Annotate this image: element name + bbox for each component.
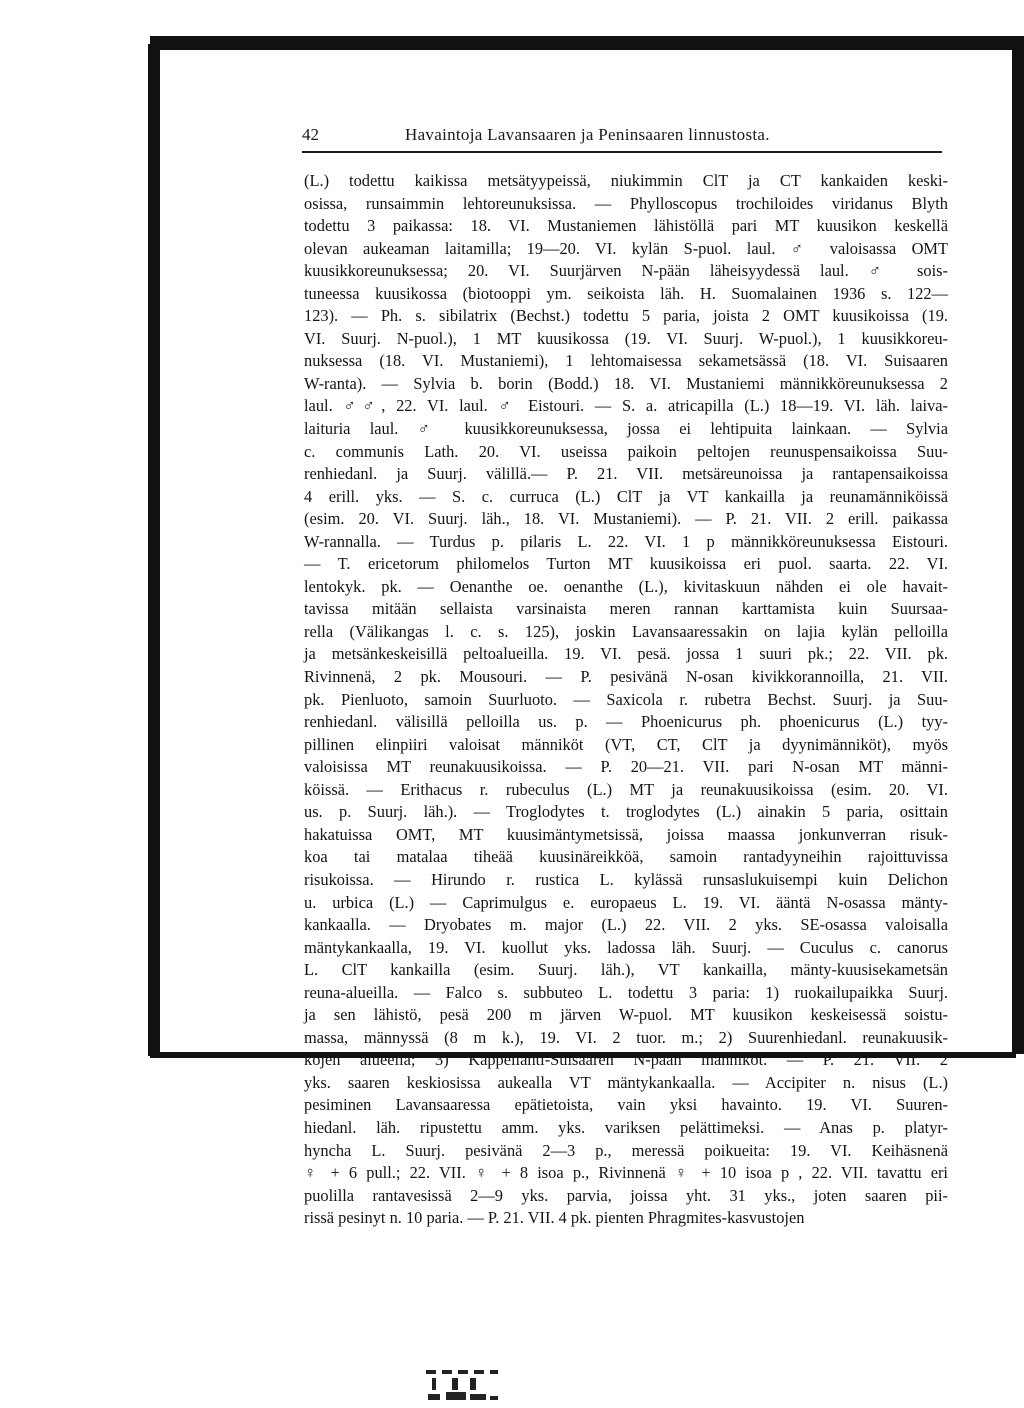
- printer-mark: [420, 1368, 520, 1402]
- body-text: [304, 170, 948, 1230]
- text-line: renhiedanl. välisillä pelloilla us. p. — Phoenicurus ph. phoenicurus (L.) tyy-: [304, 712, 948, 732]
- scan-border-top: [150, 36, 1024, 50]
- text-line: hiedanl. läh. ripustettu amm. yks. variksen pelättimeksi. — Anas p. platyr-: [304, 1117, 948, 1137]
- text-line: massa, männyssä (8 m k.), 19. VI. 2 tuor. m.; 2) Suurenhiedanl. reunakuusik-: [304, 1027, 948, 1047]
- text-line: 4 erill. yks. — S. c. curruca (L.) ClT ja VT kankailla ja reunamänniköissä: [304, 486, 948, 506]
- text-line: u. urbica (L.) — Caprimulgus e. europaeus L. 19. VI. ääntä N-osassa mänty-: [304, 892, 948, 912]
- text-line: pk. Pienluoto, samoin Suurluoto. — Saxicola r. rubetra Bechst. Suurj. ja Suu-: [304, 689, 948, 709]
- text-line: osissa, runsaimmin lehtoreunuksissa. — Phylloscopus trochiloides viridanus Blyth: [304, 193, 948, 213]
- text-line: koa tai matalaa tiheää kuusinäreikköä, samoin rantadyyneihin rajoittuvissa: [304, 847, 948, 867]
- text-line: kojen alueella; 3) Kappellahti-Suisaaren N-pään männiköt. — P. 21. VII. 2: [304, 1050, 948, 1070]
- text-line: reuna-alueilla. — Falco s. subbuteo L. todettu 3 paria: 1) ruokailupaikka Suurj.: [304, 982, 948, 1002]
- header-rule: [302, 151, 942, 153]
- text-line: laul. ♂♂, 22. VI. laul. ♂ Eistouri. — S. a. atricapilla (L.) 18—19. VI. läh. laiva-: [304, 396, 948, 416]
- text-line: ja metsänkeskeisillä peltoalueilla. 19. VI. pesä. jossa 1 suuri pk.; 22. VII. pk.: [304, 644, 948, 664]
- text-line: rissä pesinyt n. 10 paria. — P. 21. VII. 4 pk. pienten Phragmites-kasvustojen: [304, 1208, 805, 1228]
- text-line: lentokyk. pk. — Oenanthe oe. oenanthe (L.), kivitaskuun nähden ei ole havait-: [304, 576, 948, 596]
- scan-border-right: [1012, 44, 1024, 1054]
- text-line: — T. ericetorum philomelos Turton MT kuusikoissa eri puol. saarta. 22. VI.: [304, 554, 948, 574]
- text-line: Rivinnenä, 2 pk. Mousouri. — P. pesivänä N-osan kivikkorannoilla, 21. VII.: [304, 667, 948, 687]
- text-line: L. ClT kankailla (esim. Suurj. läh.), VT kankailla, mänty-kuusisekametsän: [304, 960, 948, 980]
- text-line: (L.) todettu kaikissa metsätyypeissä, niukimmin ClT ja CT kankaiden keski-: [304, 171, 948, 190]
- running-title: Havaintoja Lavansaaren ja Peninsaaren linnustosta.: [405, 125, 770, 144]
- text-line: yks. saaren keskiosissa aukealla VT mäntykankaalla. — Accipiter n. nisus (L.): [304, 1072, 948, 1092]
- text-line: hakatuissa OMT, MT kuusimäntymetsissä, joissa maassa jonkunverran risuk-: [304, 824, 948, 844]
- text-line: kuusikkoreunuksessa; 20. VI. Suurjärven N-pään läheisyydessä laul. ♂ sois-: [304, 261, 948, 281]
- text-line: todettu 3 paikassa: 18. VI. Mustaniemen lähistöllä pari MT kuusikon keskellä: [304, 216, 948, 236]
- text-line: olevan aukeaman laitamilla; 19—20. VI. kylän S-puol. laul. ♂ valoisassa OMT: [304, 238, 948, 258]
- text-line: nuksessa (18. VI. Mustaniemi), 1 lehtomaisessa sekametsässä (18. VI. Suisaaren: [304, 351, 948, 371]
- running-header: [302, 125, 942, 149]
- text-line: risukoissa. — Hirundo r. rustica L. kylässä runsaslukuisempi kuin Delichon: [304, 869, 948, 889]
- scan-border-left: [148, 44, 160, 1056]
- text-line: puolilla rantavesissä 2—9 yks. parvia, joissa yht. 31 yks., joten saaren pii-: [304, 1185, 948, 1205]
- text-line: W-rannalla. — Turdus p. pilaris L. 22. VI. 1 p männikköreunuksessa Eistouri.: [304, 531, 948, 551]
- text-line: ja sen lähistö, pesä 200 m järven W-puol. MT kuusikon keskeisessä soistu-: [304, 1005, 948, 1025]
- text-line: kankaalla. — Dryobates m. major (L.) 22. VII. 2 yks. SE-osassa valoisalla: [304, 915, 948, 935]
- text-line: 123). — Ph. s. sibilatrix (Bechst.) todettu 5 paria, joista 2 OMT kuusikoissa (19.: [304, 306, 948, 326]
- text-line: renhiedanl. ja Suurj. välillä.— P. 21. VII. metsäreunoissa ja rantapensaikoissa: [304, 464, 948, 484]
- text-line: c. communis Lath. 20. VI. useissa paikoin peltojen reunuspensaikoissa Suu-: [304, 441, 948, 461]
- text-line: mäntykankaalla, 19. VI. kuollut yks. ladossa läh. Suurj. — Cuculus c. canorus: [304, 937, 948, 957]
- text-line: (esim. 20. VI. Suurj. läh., 18. VI. Mustaniemi). — P. 21. VII. 2 erill. paikassa: [304, 509, 948, 529]
- text-line: valoisissa MT reunakuusikoissa. — P. 20—21. VII. pari N-osan MT männi-: [304, 757, 948, 777]
- text-line: rella (Välikangas l. c. s. 125), joskin Lavansaaressakin on lajia kylän pelloilla: [304, 621, 948, 641]
- text-line: pesiminen Lavansaaressa epätietoista, vain yksi havainto. 19. VI. Suuren-: [304, 1095, 948, 1115]
- text-line: W-ranta). — Sylvia b. borin (Bodd.) 18. VI. Mustaniemi männikköreunuksessa 2: [304, 373, 948, 393]
- text-line: tavissa mitään sellaista varsinaista meren rannan karttamista kuin Suursaa-: [304, 599, 948, 619]
- text-line: köissä. — Erithacus r. rubeculus (L.) MT ja reunakuusikoissa (esim. 20. VI.: [304, 779, 948, 799]
- text-line: laituria laul. ♂ kuusikkoreunuksessa, jossa ei lehtipuita lainkaan. — Sylvia: [304, 419, 948, 439]
- text-line: pillinen elinpiiri valoisat männiköt (VT, CT, ClT ja dyynimänniköt), myös: [304, 734, 948, 754]
- page-number: 42: [302, 125, 319, 144]
- text-line: tuneessa kuusikossa (biotooppi ym. seikoista läh. H. Suomalainen 1936 s. 122—: [304, 283, 948, 303]
- text-line: VI. Suurj. N-puol.), 1 MT kuusikossa (19. VI. Suurj. W-puol.), 1 kuusikkoreu-: [304, 328, 948, 348]
- text-line: us. p. Suurj. läh.). — Troglodytes t. troglodytes (L.) ainakin 5 paria, osittain: [304, 802, 948, 822]
- text-line: hyncha L. Suurj. pesivänä 2—3 p., meressä poikueita: 19. VI. Keihäsnenä: [304, 1140, 948, 1160]
- text-line: ♀ + 6 pull.; 22. VII. ♀ + 8 isoa p., Rivinnenä ♀ + 10 isoa p , 22. VII. tavattu eri: [304, 1163, 948, 1183]
